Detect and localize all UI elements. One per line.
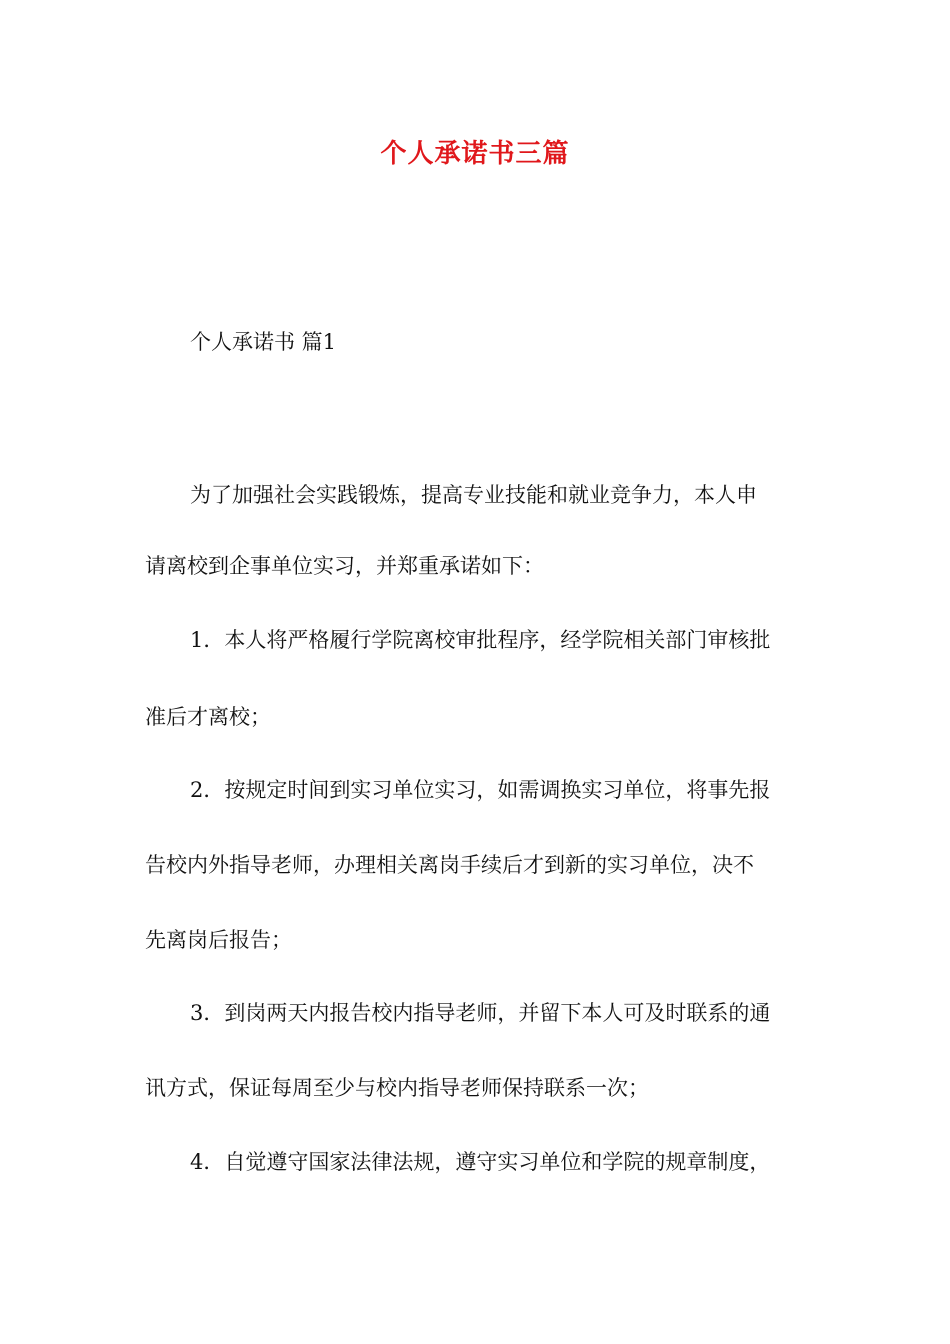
paragraph-line: 4．自觉遵守国家法律法规，遵守实习单位和学院的规章制度， — [190, 1150, 771, 1174]
paragraph-line: 讯方式，保证每周至少与校内指导老师保持联系一次； — [145, 1076, 649, 1100]
paragraph-line: 请离校到企事单位实习，并郑重承诺如下： — [145, 554, 544, 578]
paragraph-line: 准后才离校； — [145, 705, 271, 729]
paragraph-line: 为了加强社会实践锻炼，提高专业技能和就业竞争力，本人申 — [190, 483, 757, 507]
paragraph-line: 1．本人将严格履行学院离校审批程序，经学院相关部门审核批 — [190, 628, 771, 652]
section-heading: 个人承诺书 篇1 — [190, 330, 337, 354]
paragraph-line: 2．按规定时间到实习单位实习，如需调换实习单位，将事先报 — [190, 778, 771, 802]
paragraph-line: 3．到岗两天内报告校内指导老师，并留下本人可及时联系的通 — [190, 1001, 771, 1025]
document-title: 个人承诺书三篇 — [380, 139, 570, 169]
paragraph-line: 告校内外指导老师，办理相关离岗手续后才到新的实习单位，决不 — [145, 853, 754, 877]
paragraph-line: 先离岗后报告； — [145, 928, 292, 952]
